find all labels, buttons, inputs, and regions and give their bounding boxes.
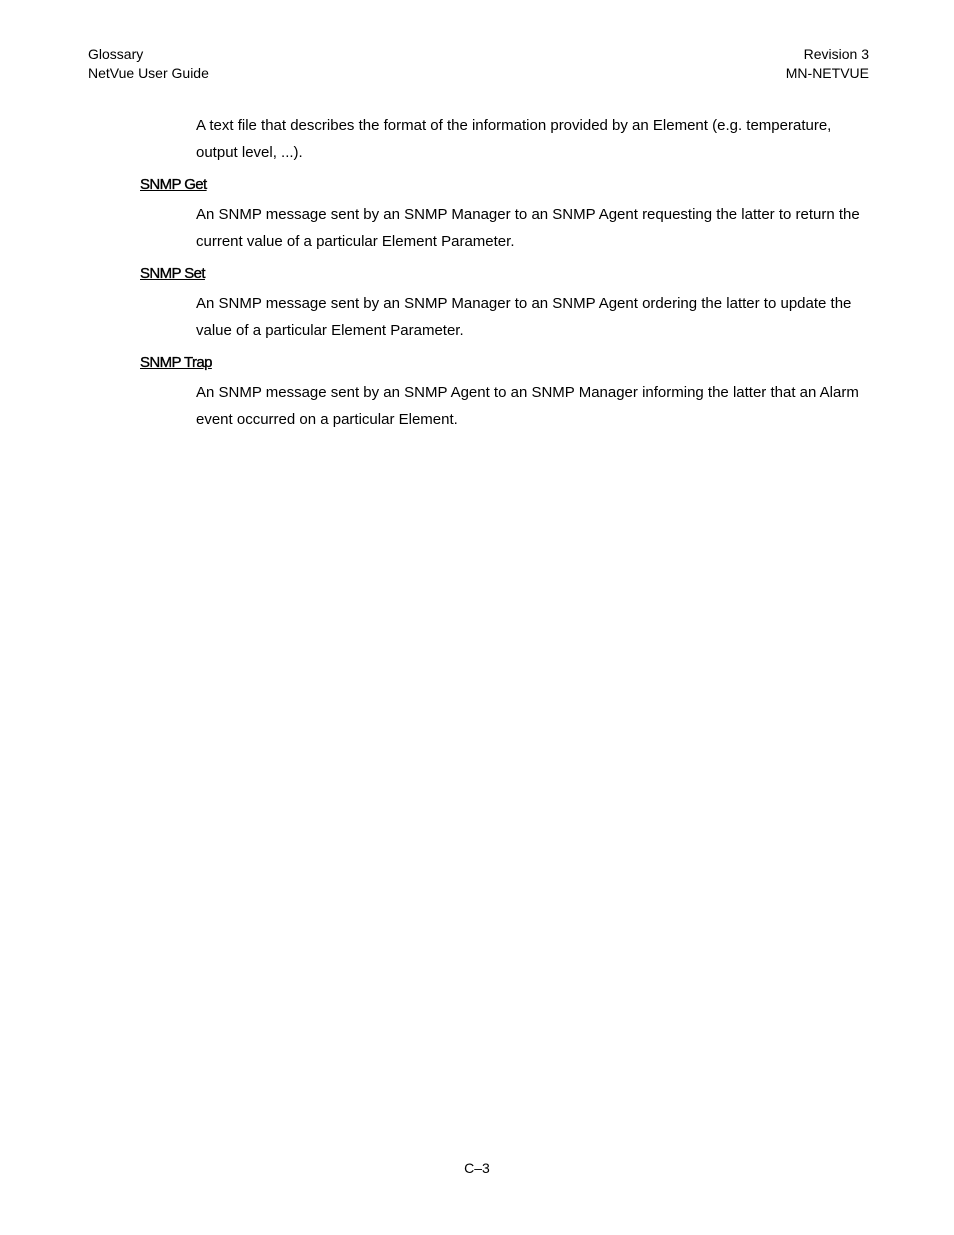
page-header-right — [786, 45, 869, 83]
glossary-term-snmp-trap: SNMP Trap — [140, 354, 212, 371]
glossary-term-snmp-get: SNMP Get — [140, 176, 207, 193]
header-section-title: Glossary — [88, 46, 144, 62]
glossary-definition-snmp-trap: An SNMP message sent by an SNMP Agent to an SNMP Manager informing the latter that an Alarm event occurred on a particular Element. — [196, 384, 859, 428]
header-document-number: MN-NETVUE — [785, 65, 869, 81]
page-number: C–3 — [464, 1160, 490, 1176]
glossary-content — [0, 112, 954, 433]
header-revision: Revision 3 — [803, 46, 869, 62]
glossary-definition-intro: A text file that describes the format of the information provided by an Element (e.g. temperature, output level, ...). — [196, 117, 832, 161]
header-document-title: NetVue User Guide — [88, 65, 209, 81]
page-header-left — [88, 45, 209, 83]
glossary-term-snmp-set: SNMP Set — [140, 265, 205, 282]
glossary-definition-snmp-set: An SNMP message sent by an SNMP Manager to an SNMP Agent ordering the latter to update the value of a particular Element Parameter. — [196, 295, 852, 339]
glossary-definition-snmp-get: An SNMP message sent by an SNMP Manager to an SNMP Agent requesting the latter to return the current value of a particular Element Parameter. — [196, 206, 860, 250]
